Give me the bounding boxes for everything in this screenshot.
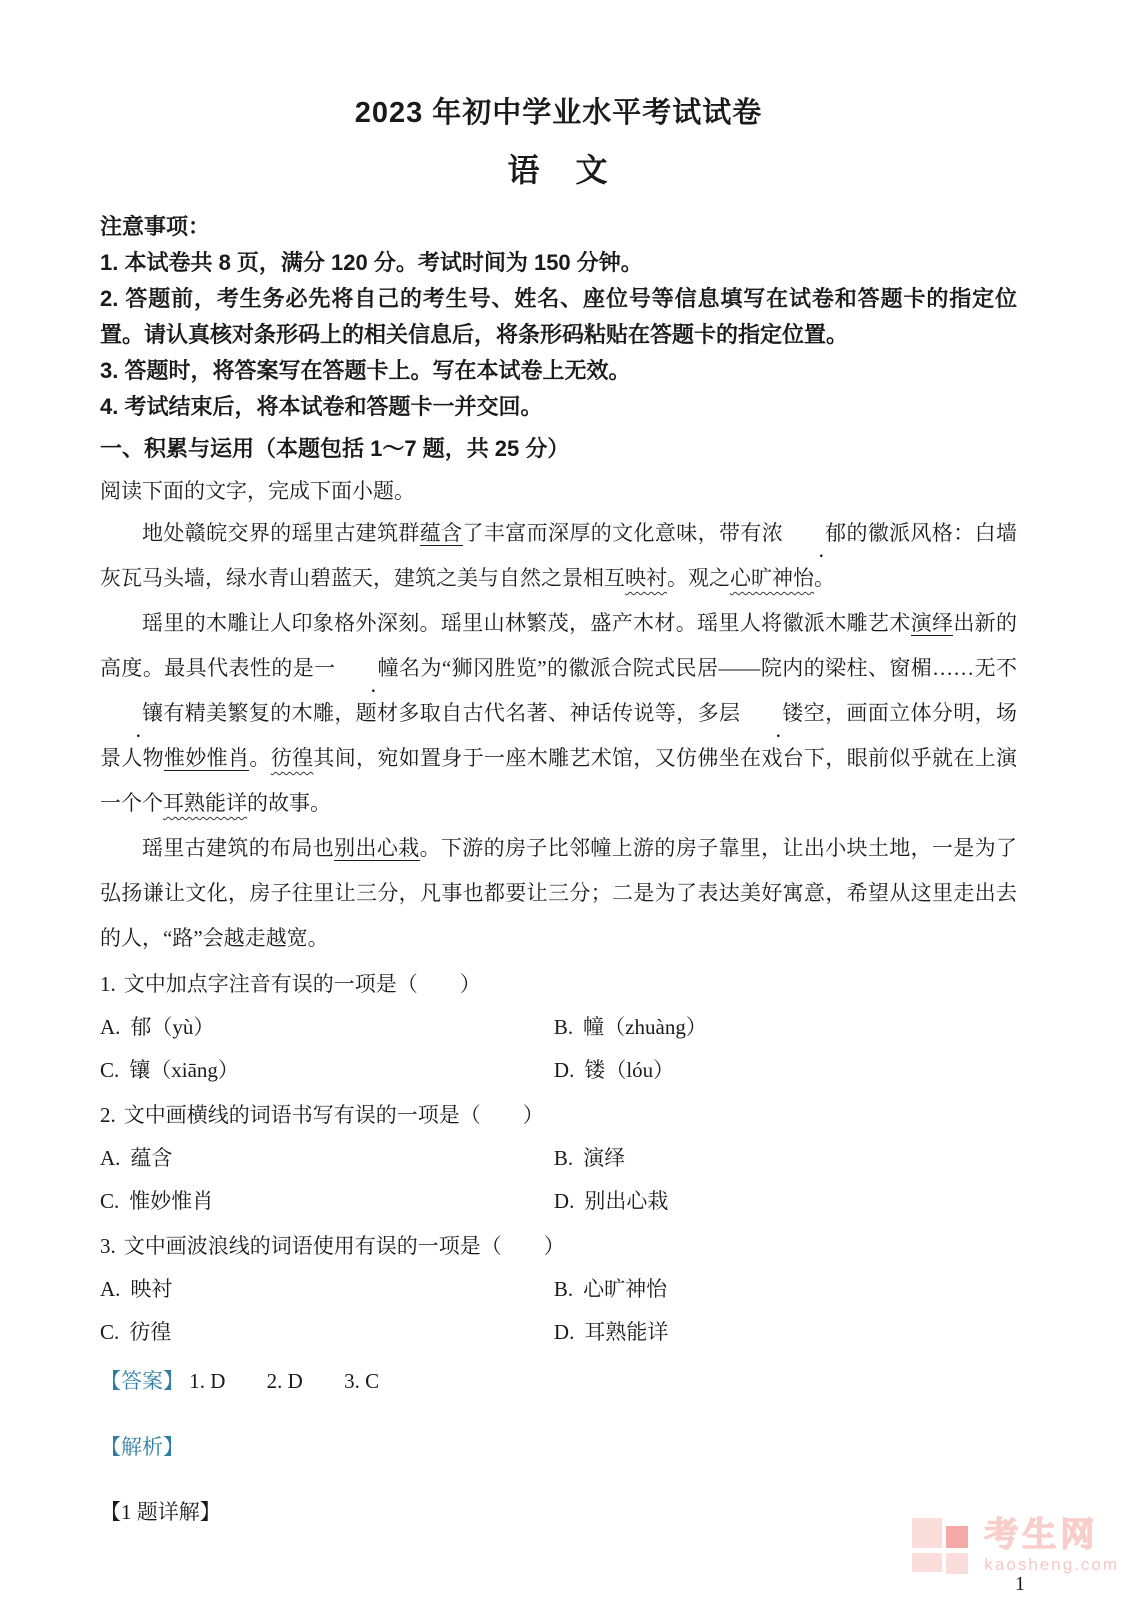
detail-row bbox=[100, 1490, 1017, 1534]
wavy-underlined-term: 耳熟能详 bbox=[163, 791, 247, 815]
passage-text: 瑶里的木雕让人印象格外深刻。瑶里山林繁茂，盛产木材。瑶里人将徽派木雕艺术 bbox=[142, 611, 911, 635]
option-text: 镂（lóu） bbox=[584, 1058, 675, 1082]
wavy-underlined-term: 彷徨 bbox=[270, 746, 314, 770]
passage-text: 的故事。 bbox=[247, 791, 331, 815]
underlined-term: 蕴含 bbox=[419, 521, 463, 545]
passage-text: 空，画面立体分明，场景人物 bbox=[100, 701, 1018, 770]
emphasis-dot-char: 幢 ● bbox=[336, 646, 399, 691]
paper-subject: 语 文 bbox=[507, 152, 610, 188]
passage-text: 其间，宛如置身于一座木雕艺术馆，又仿佛坐在戏台下，眼前似乎就在上演一个个 bbox=[100, 746, 1018, 815]
reading-passage bbox=[100, 511, 1017, 961]
question-stem-text: 文中画横线的词语书写有误的一项是（ ） bbox=[123, 1103, 544, 1127]
logo-block bbox=[946, 1526, 968, 1548]
answer-value-1: 1. D bbox=[189, 1369, 226, 1393]
passage-text: 瑶里古建筑的布局也 bbox=[142, 836, 335, 860]
question-3-stem bbox=[100, 1225, 1017, 1268]
option-label: A. bbox=[100, 1015, 121, 1039]
wavy-underlined-term: 映衬 bbox=[625, 566, 667, 590]
notice-item-4: 4. 考试结束后，将本试卷和答题卡一并交回。 bbox=[100, 394, 543, 419]
passage-text: 地处赣皖交界的瑶里古建筑群 bbox=[142, 521, 420, 545]
underlined-term: 演绎 bbox=[910, 611, 954, 635]
option-text: 别出心栽 bbox=[584, 1189, 669, 1213]
option-text: 映衬 bbox=[130, 1277, 173, 1301]
option-label: B. bbox=[553, 1277, 574, 1301]
question-number: 1. bbox=[100, 972, 116, 996]
wavy-underlined-term: 心旷神怡 bbox=[730, 566, 814, 590]
section-heading: 一、积累与运用（本题包括 1～7 题，共 25 分） bbox=[100, 436, 570, 461]
question-number: 2. bbox=[100, 1103, 116, 1127]
question-2-options bbox=[100, 1137, 1017, 1223]
option-d bbox=[554, 1311, 1017, 1354]
watermark-site-domain: kaosheng.com bbox=[984, 1554, 1119, 1574]
option-a bbox=[100, 1268, 554, 1311]
question-2-stem bbox=[100, 1094, 1017, 1137]
question-1-options bbox=[100, 1006, 1017, 1092]
notice-item-2: 2. 答题前，考生务必先将自己的考生号、姓名、座位号等信息填写在试卷和答题卡的指定位置。请认真核对条形码上的相关信息后，将条形码粘贴在答题卡的指定位置。 bbox=[100, 286, 1017, 347]
option-text: 幢（zhuàng） bbox=[583, 1015, 707, 1039]
option-text: 惟妙惟肖 bbox=[129, 1189, 214, 1213]
option-label: C. bbox=[100, 1189, 120, 1213]
option-label: D. bbox=[553, 1320, 575, 1344]
option-a bbox=[100, 1137, 554, 1180]
answer-tag: 【答案】 bbox=[100, 1369, 184, 1393]
paper-title: 2023 年初中学业水平考试试卷 bbox=[354, 97, 763, 129]
watermark-site-name: 考生网 bbox=[984, 1515, 1099, 1554]
emphasis-dot-char: 郁 ● bbox=[783, 511, 846, 556]
option-text: 演绎 bbox=[583, 1146, 626, 1170]
question-number: 3. bbox=[100, 1234, 116, 1258]
passage-paragraph-1 bbox=[100, 511, 1017, 601]
passage-text: 出新的高度。最具代表性的是一 bbox=[100, 611, 1018, 680]
option-label: B. bbox=[553, 1015, 574, 1039]
option-a bbox=[100, 1006, 554, 1049]
passage-text: 的徽派风格：白墙灰瓦马头墙，绿水青山碧蓝天，建筑之美与自然之景相互 bbox=[100, 521, 1018, 590]
logo-block bbox=[946, 1553, 968, 1574]
detail-tag: 【1 题详解】 bbox=[100, 1500, 221, 1524]
question-1 bbox=[100, 963, 1017, 1092]
answer-row bbox=[100, 1358, 1017, 1404]
option-label: C. bbox=[100, 1320, 120, 1344]
option-text: 蕴含 bbox=[130, 1146, 173, 1170]
option-d bbox=[554, 1049, 1017, 1092]
passage-intro: 阅读下面的文字，完成下面小题。 bbox=[100, 479, 415, 503]
logo-block bbox=[912, 1518, 942, 1548]
question-3 bbox=[100, 1225, 1017, 1354]
option-label: A. bbox=[100, 1277, 121, 1301]
passage-text: 。 bbox=[814, 566, 835, 590]
watermark-text bbox=[984, 1515, 1119, 1574]
page-number: 1 bbox=[1015, 1573, 1025, 1595]
answer-value-2: 2. D bbox=[266, 1369, 303, 1393]
notice-heading: 注意事项： bbox=[100, 214, 211, 239]
option-label: D. bbox=[553, 1189, 575, 1213]
question-1-stem bbox=[100, 963, 1017, 1006]
kaosheng-logo-icon bbox=[912, 1516, 974, 1574]
passage-paragraph-3 bbox=[100, 826, 1017, 961]
analysis-tag: 【解析】 bbox=[100, 1435, 184, 1459]
question-stem-text: 文中画波浪线的词语使用有误的一项是（ ） bbox=[123, 1234, 565, 1258]
passage-paragraph-2 bbox=[100, 601, 1017, 826]
passage-text: 了丰富而深厚的文化意味，带有浓 bbox=[462, 521, 784, 545]
underlined-term: 惟妙惟肖 bbox=[164, 746, 250, 770]
option-label: A. bbox=[100, 1146, 121, 1170]
passage-text: 。下游的房子比邻幢上游的房子靠里，让出小块土地，一是为了弘扬谦让文化，房子往里让三分，凡事也都要让三分；二是为了表达美好寓意，希望从这里走出去的人，“路”会越走越宽。 bbox=[100, 836, 1018, 950]
question-2 bbox=[100, 1094, 1017, 1223]
option-text: 心旷神怡 bbox=[583, 1277, 668, 1301]
option-text: 耳熟能详 bbox=[584, 1320, 669, 1344]
option-label: C. bbox=[100, 1058, 120, 1082]
option-text: 镶（xiāng） bbox=[129, 1058, 239, 1082]
question-3-options bbox=[100, 1268, 1017, 1354]
answer-value-3: 3. C bbox=[344, 1369, 380, 1393]
option-text: 彷徨 bbox=[129, 1320, 172, 1344]
emphasis-dot-char: 镂 ● bbox=[740, 691, 803, 736]
question-stem-text: 文中加点字注音有误的一项是（ ） bbox=[123, 972, 481, 996]
site-watermark bbox=[912, 1516, 1119, 1574]
option-b bbox=[554, 1268, 1017, 1311]
option-c bbox=[100, 1180, 554, 1223]
passage-text: 有精美繁复的木雕，题材多取自古代名著、神话传说等，多层 bbox=[163, 701, 741, 725]
analysis-row bbox=[100, 1425, 1017, 1469]
notice-item-1: 1. 本试卷共 8 页，满分 120 分。考试时间为 150 分钟。 bbox=[100, 250, 643, 275]
passage-text: 。 bbox=[249, 746, 271, 770]
option-c bbox=[100, 1311, 554, 1354]
emphasis-dot-char: 镶 ● bbox=[100, 691, 163, 736]
option-b bbox=[554, 1137, 1017, 1180]
option-label: D. bbox=[553, 1058, 575, 1082]
option-b bbox=[554, 1006, 1017, 1049]
passage-text: 名为“狮冈胜览”的徽派合院式民居——院内的梁柱、窗楣……无不 bbox=[398, 656, 1018, 680]
option-c bbox=[100, 1049, 554, 1092]
notice-section bbox=[100, 209, 1017, 425]
option-d bbox=[554, 1180, 1017, 1223]
passage-text: 。观之 bbox=[667, 566, 730, 590]
underlined-term: 别出心栽 bbox=[334, 836, 420, 860]
notice-item-3: 3. 答题时，将答案写在答题卡上。写在本试卷上无效。 bbox=[100, 358, 631, 383]
option-text: 郁（yù） bbox=[130, 1015, 215, 1039]
logo-block bbox=[912, 1553, 942, 1572]
option-label: B. bbox=[553, 1146, 574, 1170]
